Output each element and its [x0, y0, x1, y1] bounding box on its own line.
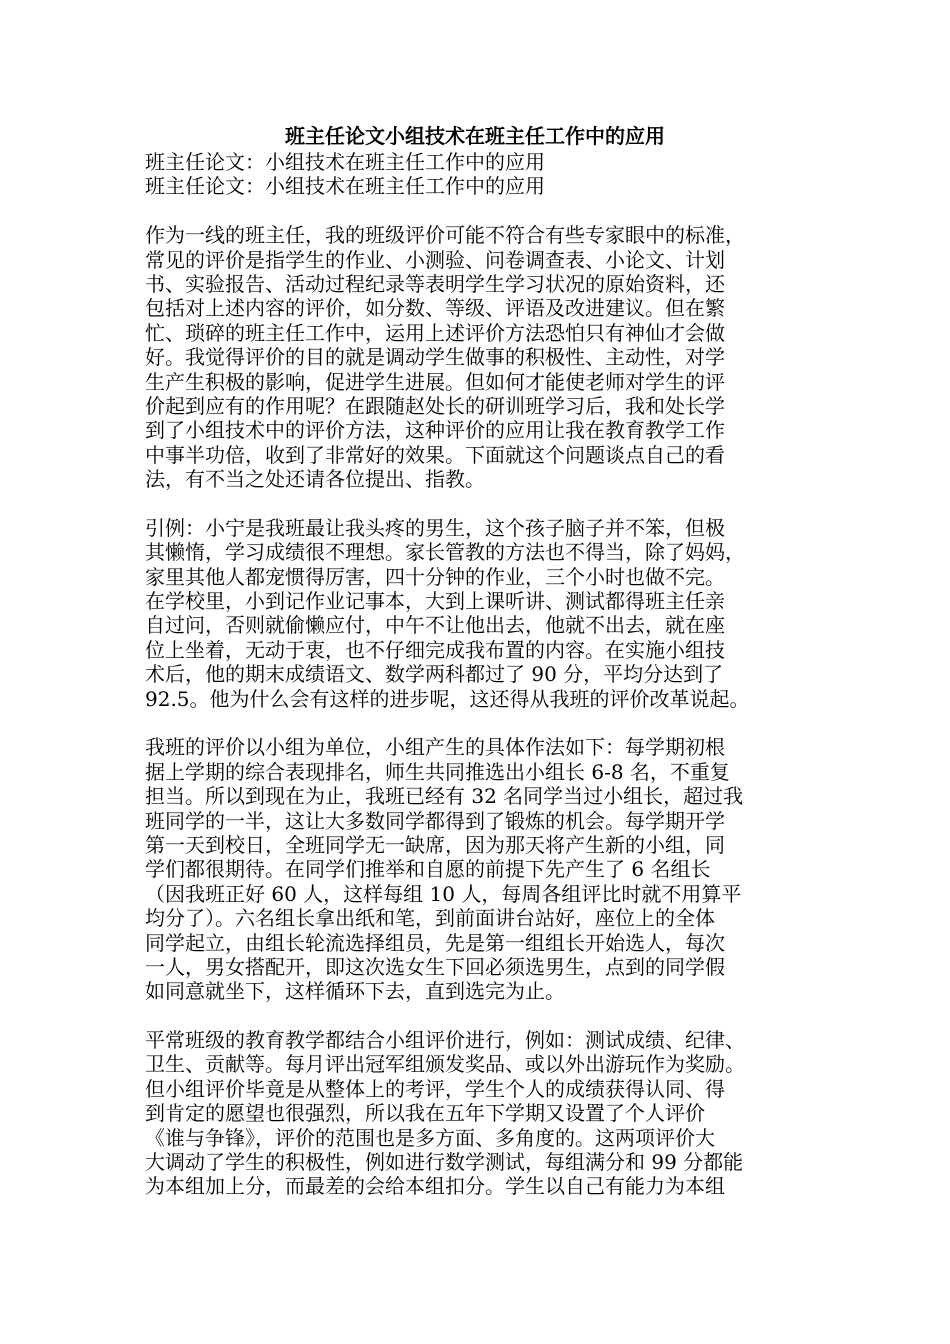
paragraph	[145, 516, 825, 711]
paragraph-spacer	[145, 491, 825, 515]
paragraph-line: 自过问，否则就偷懒应付，中午不让他出去，他就不出去，就在座	[145, 613, 725, 638]
paragraph-line: 法，有不当之处还请各位提出、指教。	[145, 467, 485, 492]
paragraph-line: （因我班正好 60 人，这样每组 10 人，每周各组评比时就不用算平	[145, 881, 742, 906]
paragraph-line: 书、实验报告、活动过程纪录等表明学生学习状况的原始资料，还	[145, 271, 725, 296]
paragraph-spacer	[145, 199, 825, 223]
paragraph-line: 到肯定的愿望也很强烈，所以我在五年下学期又设置了个人评价	[145, 1101, 705, 1126]
paragraph-line: 术后，他的期末成绩语文、数学两科都过了 90 分，平均分达到了	[145, 662, 724, 687]
document-subtitle: 班主任论文：小组技术在班主任工作中的应用	[145, 150, 545, 174]
paragraph-line: 到了小组技术中的评价方法，这种评价的应用让我在教育教学工作	[145, 418, 725, 443]
paragraph-line: 担当。所以到现在为止，我班已经有 32 名同学当过小组长，超过我	[145, 784, 744, 809]
paragraph-line: 价起到应有的作用呢？在跟随赵处长的研训班学习后，我和处长学	[145, 393, 725, 418]
paragraph-line: 家里其他人都宠惯得厉害，四十分钟的作业，三个小时也做不完。	[145, 564, 725, 589]
paragraph	[145, 735, 825, 1003]
paragraph-line: 引例：小宁是我班最让我头疼的男生，这个孩子脑子并不笨，但极	[145, 515, 725, 540]
paragraph	[145, 1028, 825, 1199]
paragraph-spacer	[145, 1004, 825, 1028]
paragraph-line: 中事半功倍，收到了非常好的效果。下面就这个问题谈点自己的看	[145, 442, 725, 467]
paragraph-line: 作为一线的班主任，我的班级评价可能不符合有些专家眼中的标准，	[145, 223, 745, 248]
paragraph-line: 如同意就坐下，这样循环下去，直到选完为止。	[145, 979, 565, 1004]
paragraph-line: 同学起立，由组长轮流选择组员，先是第一组组长开始选人，每次	[145, 930, 725, 955]
paragraph-line: 一人，男女搭配开，即这次选女生下回必须选男生，点到的同学假	[145, 954, 725, 979]
paragraph-line: 其懒惰，学习成绩很不理想。家长管教的方法也不得当，除了妈妈，	[145, 540, 745, 565]
paragraph-line: 据上学期的综合表现排名，师生共同推选出小组长 6-8 名，不重复	[145, 759, 730, 784]
paragraph-line: 生产生积极的影响，促进学生进展。但如何才能使老师对学生的评	[145, 369, 725, 394]
document-title: 班主任论文小组技术在班主任工作中的应用	[285, 124, 665, 148]
paragraph-line: 均分了）。六名组长拿出纸和笔，到前面讲台站好，座位上的全体	[145, 906, 715, 931]
paragraph-line: 平常班级的教育教学都结合小组评价进行，例如：测试成绩、纪律、	[145, 1028, 745, 1053]
document-subtitle: 班主任论文：小组技术在班主任工作中的应用	[145, 174, 545, 199]
paragraph-line: 位上坐着，无动于衷，也不仔细完成我布置的内容。在实施小组技	[145, 637, 725, 662]
paragraph-line: 好。我觉得评价的目的就是调动学生做事的积极性、主动性，对学	[145, 345, 725, 370]
paragraph-line: 卫生、贡献等。每月评出冠军组颁发奖品、或以外出游玩作为奖励。	[145, 1052, 745, 1077]
paragraph-line: 但小组评价毕竟是从整体上的考评，学生个人的成绩获得认同、得	[145, 1076, 725, 1101]
paragraph-line: 忙、琐碎的班主任工作中，运用上述评价方法恐怕只有神仙才会做	[145, 320, 725, 345]
paragraph-line: 大调动了学生的积极性，例如进行数学测试，每组满分和 99 分都能	[145, 1150, 744, 1175]
paragraph-line: 常见的评价是指学生的作业、小测验、问卷调查表、小论文、计划	[145, 247, 725, 272]
paragraph-line: 在学校里，小到记作业记事本，大到上课听讲、测试都得班主任亲	[145, 589, 725, 614]
paragraph-line: 为本组加上分，而最差的会给本组扣分。学生以自己有能力为本组	[145, 1174, 725, 1199]
document-body	[145, 150, 825, 1199]
paragraph-line: 92.5。他为什么会有这样的进步呢，这还得从我班的评价改革说起。	[145, 686, 750, 711]
paragraph-line: 《谁与争锋》，评价的范围也是多方面、多角度的。这两项评价大	[145, 1125, 715, 1150]
paragraph-spacer	[145, 711, 825, 735]
paragraph-line: 包括对上述内容的评价，如分数、等级、评语及改进建议。但在繁	[145, 296, 725, 321]
paragraph-line: 第一天到校日，全班同学无一缺席，因为那天将产生新的小组，同	[145, 832, 725, 857]
paragraph-line: 班同学的一半，这让大多数同学都得到了锻炼的机会。每学期开学	[145, 808, 725, 833]
paragraph-line: 学们都很期待。在同学们推举和自愿的前提下先产生了 6 名组长	[145, 857, 711, 882]
paragraph	[145, 223, 825, 491]
paragraph-line: 我班的评价以小组为单位，小组产生的具体作法如下：每学期初根	[145, 735, 725, 760]
